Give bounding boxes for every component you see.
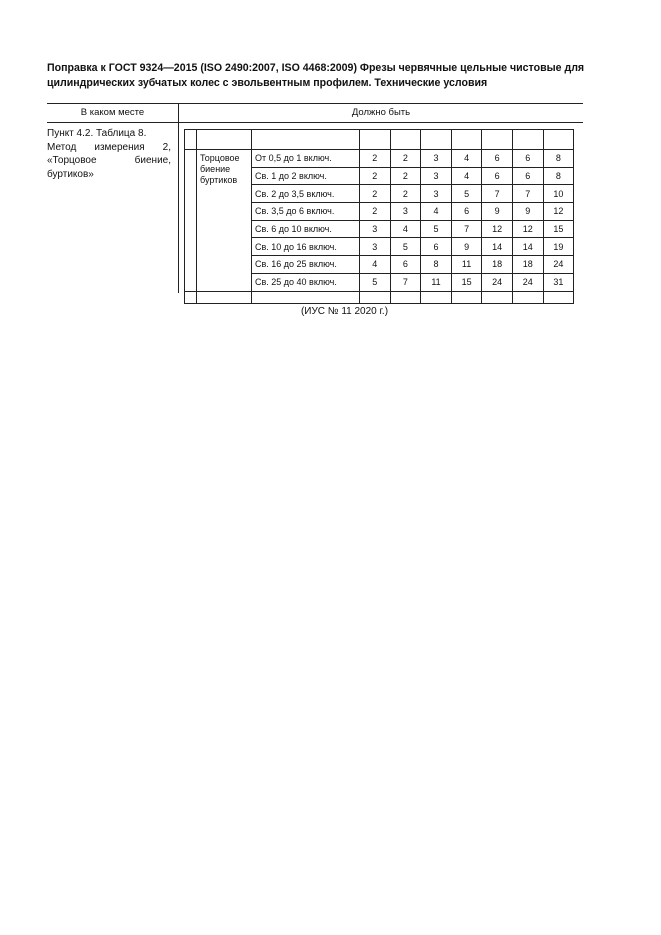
tolerance-value-cell: 12 [512,220,543,238]
tolerance-value-cell: 31 [543,273,574,291]
tolerance-value-cell: 24 [543,256,574,274]
table-header-border [47,122,583,123]
place-line: Пункт 4.2. Таблица 8. [47,128,147,139]
place-line: буртиков» [47,168,94,180]
tolerance-value-cell: 10 [543,185,574,203]
table-blank-row [185,130,574,150]
tolerance-value-cell: 5 [421,220,452,238]
tolerance-value-cell: 7 [512,185,543,203]
tolerance-value-cell: 3 [360,238,391,256]
tolerance-value-cell: 6 [390,256,421,274]
tolerance-value-cell: 8 [543,167,574,185]
module-range-cell: Св. 2 до 3,5 включ. [252,185,360,203]
table-cell [197,130,252,150]
module-range-cell: Св. 25 до 40 включ. [252,273,360,291]
tolerance-value-cell: 24 [512,273,543,291]
tolerance-value-cell: 12 [543,203,574,221]
module-range-cell: Св. 16 до 25 включ. [252,256,360,274]
tolerance-value-cell: 3 [421,185,452,203]
tolerance-value-cell: 14 [512,238,543,256]
tolerance-value-cell: 4 [451,167,482,185]
tolerance-value-cell: 24 [482,273,513,291]
runout-table [184,129,574,304]
tolerance-value-cell: 6 [482,167,513,185]
document-title: Поправка к ГОСТ 9324—2015 (ISO 2490:2007, ISO 4468:2009) Фрезы червячные цельные чистовые для цилиндрических зубчатых колес с эвольвентным профилем. Технические условия [47,62,585,89]
tolerance-value-cell: 2 [360,167,391,185]
table-cell [451,130,482,150]
tolerance-value-cell: 11 [421,273,452,291]
tolerance-value-cell: 8 [543,150,574,168]
table-cell [197,291,252,303]
table-cell [482,130,513,150]
tolerance-value-cell: 6 [512,167,543,185]
table-cell [543,130,574,150]
tolerance-value-cell: 9 [482,203,513,221]
place-cell [47,127,171,181]
tolerance-value-cell: 7 [451,220,482,238]
tolerance-value-cell: 9 [451,238,482,256]
table-row [185,150,574,168]
table-column-divider [178,103,179,293]
table-cell [390,291,421,303]
place-line: «Торцовое биение, [47,155,171,166]
tolerance-value-cell: 15 [451,273,482,291]
tolerance-value-cell: 9 [512,203,543,221]
tolerance-value-cell: 6 [421,238,452,256]
tolerance-value-cell: 7 [482,185,513,203]
tolerance-value-cell: 3 [360,220,391,238]
table-cell [421,130,452,150]
tolerance-value-cell: 6 [451,203,482,221]
module-range-cell: Св. 6 до 10 включ. [252,220,360,238]
tolerance-value-cell: 8 [421,256,452,274]
tolerance-value-cell: 3 [421,150,452,168]
footer-note: (ИУС № 11 2020 г.) [300,306,389,317]
tolerance-value-cell: 5 [360,273,391,291]
table-cell [421,291,452,303]
module-range-cell: Св. 3,5 до 6 включ. [252,203,360,221]
tolerance-value-cell: 2 [390,150,421,168]
tolerance-value-cell: 4 [390,220,421,238]
table-cell [482,291,513,303]
table-blank-row [185,291,574,303]
table-cell [185,150,197,292]
tolerance-value-cell: 7 [390,273,421,291]
column-header-should-be: Должно быть [351,107,411,118]
column-header-place: В каком месте [80,107,145,118]
table-cell [512,291,543,303]
table-top-border [47,103,583,104]
tolerance-value-cell: 18 [482,256,513,274]
tolerance-value-cell: 6 [512,150,543,168]
table-cell [185,130,197,150]
table-cell [185,291,197,303]
tolerance-value-cell: 2 [360,203,391,221]
tolerance-value-cell: 19 [543,238,574,256]
tolerance-value-cell: 2 [360,150,391,168]
tolerance-value-cell: 18 [512,256,543,274]
module-range-cell: Св. 1 до 2 включ. [252,167,360,185]
tolerance-value-cell: 4 [421,203,452,221]
table-cell [252,130,360,150]
tolerance-value-cell: 15 [543,220,574,238]
tolerance-value-cell: 11 [451,256,482,274]
module-range-cell: От 0,5 до 1 включ. [252,150,360,168]
table-cell [252,291,360,303]
table-cell [360,130,391,150]
table-cell [512,130,543,150]
tolerance-value-cell: 4 [360,256,391,274]
parameter-label: Торцовое биение буртиков [197,150,252,292]
tolerance-value-cell: 2 [390,167,421,185]
table-cell [451,291,482,303]
tolerance-value-cell: 5 [451,185,482,203]
table-cell [543,291,574,303]
tolerance-value-cell: 4 [451,150,482,168]
tolerance-value-cell: 3 [390,203,421,221]
tolerance-value-cell: 6 [482,150,513,168]
tolerance-value-cell: 5 [390,238,421,256]
tolerance-value-cell: 2 [390,185,421,203]
table-cell [360,291,391,303]
tolerance-value-cell: 2 [360,185,391,203]
tolerance-value-cell: 12 [482,220,513,238]
table-cell [390,130,421,150]
tolerance-value-cell: 3 [421,167,452,185]
tolerance-value-cell: 14 [482,238,513,256]
place-line: Метод измерения 2, [47,141,171,153]
module-range-cell: Св. 10 до 16 включ. [252,238,360,256]
